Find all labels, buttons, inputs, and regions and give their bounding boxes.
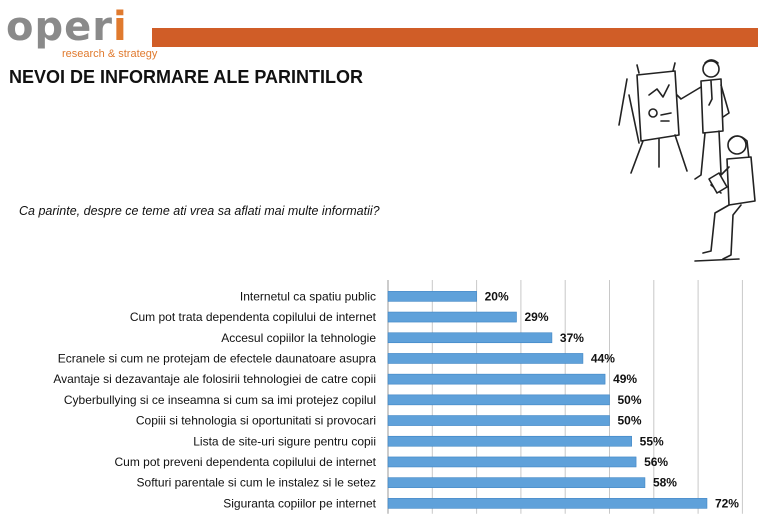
category-label: Copiii si tehnologia si oportunitati si provocari (135, 413, 376, 428)
category-label: Avantaje si dezavantaje ale folosirii tehnologiei de catre copii (53, 372, 376, 387)
data-label: 50% (617, 413, 642, 428)
bar (388, 457, 636, 467)
data-label: 58% (652, 475, 677, 490)
bar (388, 291, 477, 301)
category-label: Siguranta copiilor pe internet (223, 496, 376, 511)
bar (388, 478, 645, 488)
data-label: 29% (524, 310, 549, 325)
bar (388, 416, 610, 426)
logo-tagline: research & strategy (62, 48, 158, 60)
category-label: Softuri parentale si cum le instalez si le setez (136, 475, 376, 490)
bar (388, 333, 552, 343)
data-label: 72% (714, 496, 739, 511)
category-label: Cyberbullying si ce inseamna si cum sa imi protejez copilul (63, 392, 376, 407)
data-label: 56% (644, 454, 669, 469)
bar (388, 312, 516, 322)
data-label: 37% (559, 330, 584, 345)
category-label: Ecranele si cum ne protejam de efectele daunatoare asupra (57, 351, 376, 366)
presentation-people-icon (615, 55, 758, 270)
data-label: 49% (613, 372, 638, 387)
category-label: Accesul copiilor la tehnologie (221, 330, 376, 345)
category-label: Internetul ca spatiu public (239, 289, 376, 304)
bar (388, 374, 605, 384)
logo-wordmark (6, 4, 128, 50)
logo-word-main: oper (6, 4, 113, 50)
header-bar (152, 28, 758, 47)
page-title: NEVOI DE INFORMARE ALE PARINTILOR (9, 67, 364, 87)
brand-logo (6, 4, 158, 62)
data-label: 50% (617, 392, 642, 407)
bar (388, 395, 610, 405)
data-label: 55% (639, 434, 664, 449)
data-label: 20% (484, 289, 509, 304)
category-label: Lista de site-uri sigure pentru copii (193, 434, 376, 449)
bar (388, 498, 707, 508)
category-label: Cum pot preveni dependenta copilului de internet (114, 454, 376, 469)
category-label: Cum pot trata dependenta copilului de internet (129, 310, 376, 325)
bar-chart (0, 280, 758, 523)
logo-word-accent: i (112, 4, 128, 50)
bar (388, 436, 632, 446)
survey-question: Ca parinte, despre ce teme ati vrea sa aflati mai multe informatii? (19, 204, 380, 218)
bar (388, 353, 583, 363)
data-label: 44% (590, 351, 615, 366)
